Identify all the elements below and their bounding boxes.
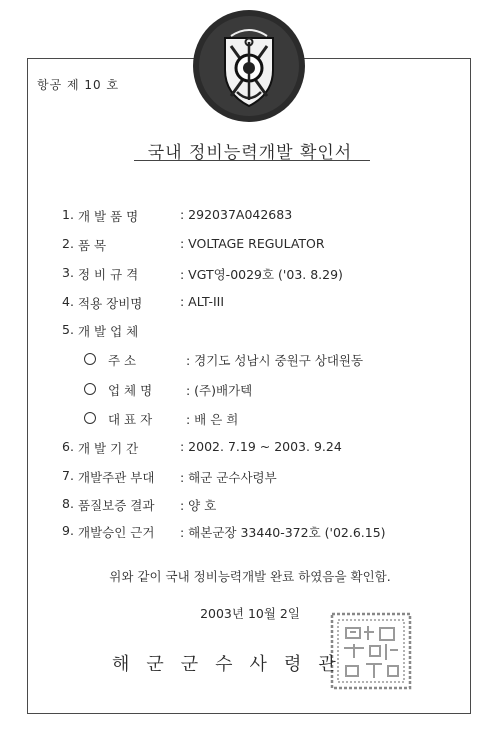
item-dev-period [62,439,342,457]
item-value: : 양 호 [180,498,217,513]
title-underline [134,160,370,161]
item-label: 개 발 품 명 [78,209,139,224]
issuer-name: 해군군수사령관 [112,654,353,675]
item-number: 8. [62,496,74,511]
item-approval-basis [62,523,386,541]
item-label: 개 발 업 체 [78,324,139,339]
item-applied-equipment [62,294,224,312]
item-value: : VOLTAGE REGULATOR [180,236,325,251]
item-label: 개 발 기 간 [78,441,139,456]
confirmation-statement: 위와 같이 국내 정비능력개발 완료 하였음을 확인함. [109,569,391,584]
item-number: 1. [62,207,74,222]
company-representative [84,410,238,428]
company-label: 주 소 [108,353,137,368]
document-number: 항공 제 10 호 [37,78,120,92]
company-address [84,351,363,369]
item-label: 개발승인 근거 [78,525,155,540]
item-number: 2. [62,236,74,251]
item-value: : 해군 군수사령부 [180,470,277,485]
item-number: 4. [62,294,74,309]
company-value: : 경기도 성남시 중원구 상대원동 [186,353,364,368]
item-label: 정 비 규 격 [78,267,139,282]
circle-bullet-icon [84,353,96,365]
company-value: : 배 은 희 [186,412,239,427]
item-number: 3. [62,265,74,280]
item-number: 6. [62,439,74,454]
company-label: 업 체 명 [108,383,153,398]
item-developer-company [62,322,180,340]
item-value: : 2002. 7.19 ~ 2003. 9.24 [180,439,342,454]
item-label: 품 목 [78,238,107,253]
item-dev-part-name [62,207,292,225]
item-value: : VGT영-0029호 ('03. 8.29) [180,267,343,282]
item-managing-unit [62,468,277,486]
item-label: 품질보증 결과 [78,498,155,513]
item-label: 적용 장비명 [78,296,143,311]
item-qa-result [62,496,216,514]
company-value: : (주)배가텍 [186,383,253,398]
company-name [84,381,252,399]
item-maintenance-spec [62,265,343,283]
page-title: 국내 정비능력개발 확인서 [147,143,353,163]
item-value: : 해본군장 33440-372호 ('02.6.15) [180,525,386,540]
circle-bullet-icon [84,412,96,424]
item-label: 개발주관 부대 [78,470,155,485]
circle-bullet-icon [84,383,96,395]
item-number: 9. [62,523,74,538]
item-number: 7. [62,468,74,483]
item-value: : ALT-III [180,294,225,309]
item-number: 5. [62,322,74,337]
item-value: : 292037A042683 [180,207,293,222]
navy-emblem-icon [191,8,307,124]
company-label: 대 표 자 [108,412,153,427]
issue-date: 2003년 10월 2일 [200,606,300,621]
item-part-item [62,236,325,254]
